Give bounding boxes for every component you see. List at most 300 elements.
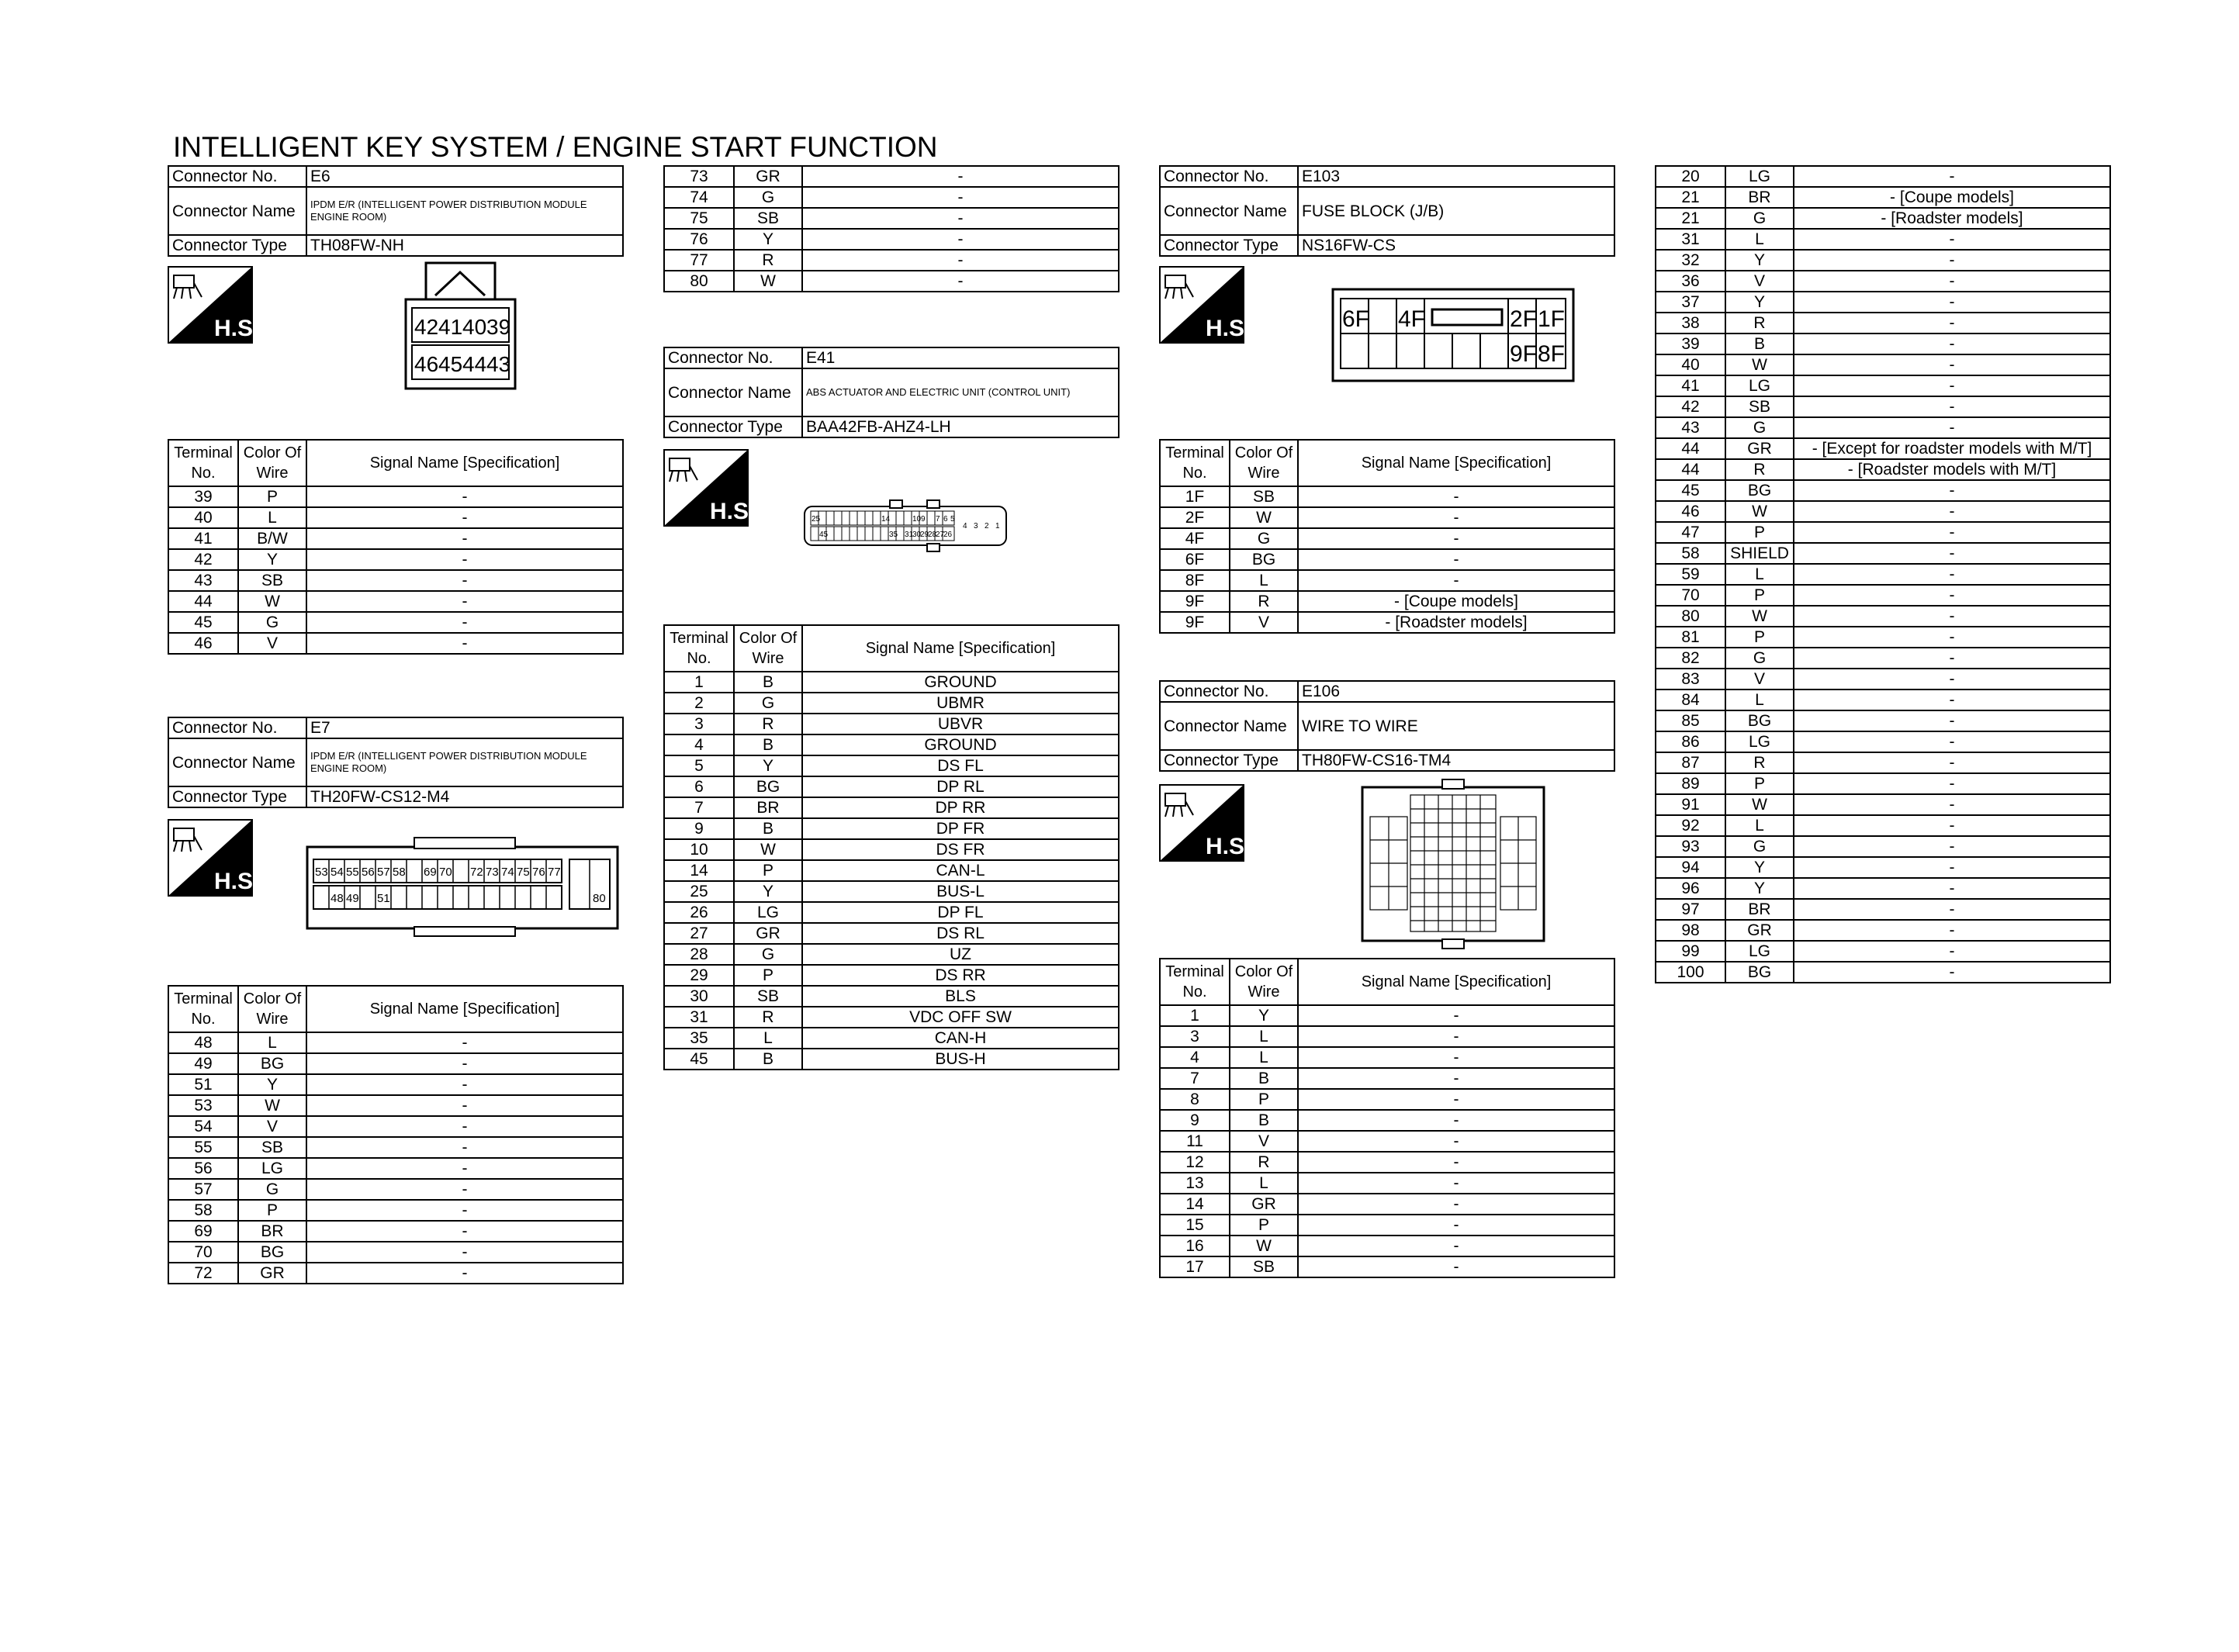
table-row bbox=[664, 271, 1119, 292]
signal-name-cell: - [Roadster models] bbox=[1298, 612, 1614, 633]
wire-color-cell: R bbox=[1725, 752, 1794, 773]
signal-name-cell: DP FR bbox=[802, 818, 1119, 839]
terminal-no-cell: 28 bbox=[664, 944, 734, 965]
terminal-no-cell: 69 bbox=[168, 1221, 238, 1242]
wire-color-cell: W bbox=[1725, 354, 1794, 375]
wire-color-cell: GR bbox=[1725, 920, 1794, 941]
table-row bbox=[168, 1074, 623, 1095]
pin-label: 4 bbox=[963, 522, 967, 531]
signal-name-cell: - bbox=[1298, 1256, 1614, 1277]
pin-label: 29 bbox=[920, 531, 929, 539]
wire-color-cell: LG bbox=[734, 902, 802, 923]
terminal-no-cell: 43 bbox=[168, 570, 238, 591]
connector-info-e6 bbox=[168, 165, 624, 257]
wire-color-cell: L bbox=[1725, 689, 1794, 710]
table-row bbox=[1656, 375, 2110, 396]
wire-color-cell: BG bbox=[1725, 962, 1794, 983]
wire-color-cell: Y bbox=[1725, 857, 1794, 878]
pin-label: 39 bbox=[486, 315, 511, 339]
connector-type-label: Connector Type bbox=[1160, 235, 1298, 256]
signal-name-cell: - bbox=[1794, 292, 2110, 313]
table-row bbox=[664, 714, 1119, 734]
table-row bbox=[168, 486, 623, 507]
pin-label: 45 bbox=[438, 352, 463, 376]
terminal-no-cell: 75 bbox=[664, 208, 734, 229]
table-row bbox=[1160, 1236, 1614, 1256]
wire-color-cell: SHIELD bbox=[1725, 543, 1794, 564]
table-row bbox=[1656, 417, 2110, 438]
pin-label: 44 bbox=[462, 352, 487, 376]
table-row bbox=[1160, 1110, 1614, 1131]
wire-color-cell: BG bbox=[734, 776, 802, 797]
table-row bbox=[664, 923, 1119, 944]
terminal-no-cell: 1 bbox=[664, 672, 734, 693]
connector-name-value: FUSE BLOCK (J/B) bbox=[1298, 187, 1614, 235]
signal-name-cell: - [Except for roadster models with M/T] bbox=[1794, 438, 2110, 459]
terminal-no-cell: 1 bbox=[1160, 1005, 1230, 1026]
signal-name-cell: - bbox=[1794, 375, 2110, 396]
terminal-no-cell: 48 bbox=[168, 1032, 238, 1053]
terminal-no-cell: 58 bbox=[168, 1200, 238, 1221]
terminal-no-cell: 2F bbox=[1160, 507, 1230, 528]
signal-name-cell: - bbox=[306, 528, 623, 549]
connector-no-value: E103 bbox=[1298, 166, 1614, 187]
table-row bbox=[1160, 528, 1614, 549]
wire-color-cell: Y bbox=[238, 549, 306, 570]
wire-color-cell: B bbox=[1230, 1110, 1298, 1131]
terminal-no-cell: 84 bbox=[1656, 689, 1725, 710]
terminal-no-cell: 40 bbox=[168, 507, 238, 528]
signal-name-cell: - bbox=[306, 633, 623, 654]
signal-name-cell: GROUND bbox=[802, 734, 1119, 755]
terminal-no-cell: 83 bbox=[1656, 669, 1725, 689]
connector-info-e41 bbox=[663, 347, 1120, 438]
connector-name-value: IPDM E/R (INTELLIGENT POWER DISTRIBUTION MODULE ENGINE ROOM) bbox=[306, 187, 623, 235]
table-row bbox=[664, 755, 1119, 776]
terminal-no-cell: 4 bbox=[664, 734, 734, 755]
terminal-no-cell: 43 bbox=[1656, 417, 1725, 438]
signal-name-cell: - bbox=[1794, 627, 2110, 648]
wire-color-cell: LG bbox=[238, 1158, 306, 1179]
terminal-no-cell: 37 bbox=[1656, 292, 1725, 313]
pin-label: 5 bbox=[950, 515, 955, 524]
wire-color-cell: BR bbox=[238, 1221, 306, 1242]
terminal-no-cell: 14 bbox=[664, 860, 734, 881]
wire-color-cell: L bbox=[1230, 1026, 1298, 1047]
table-row bbox=[1656, 857, 2110, 878]
wire-color-cell: G bbox=[1725, 417, 1794, 438]
signal-name-cell: - [Coupe models] bbox=[1298, 591, 1614, 612]
terminal-no-cell: 17 bbox=[1160, 1256, 1230, 1277]
terminal-no-cell: 87 bbox=[1656, 752, 1725, 773]
terminal-no-cell: 100 bbox=[1656, 962, 1725, 983]
table-row bbox=[1160, 1215, 1614, 1236]
pin-label: 46 bbox=[414, 352, 439, 376]
wire-color-cell: SB bbox=[238, 1137, 306, 1158]
wire-color-cell: W bbox=[734, 271, 802, 292]
wire-color-cell: W bbox=[734, 839, 802, 860]
wire-color-cell: Y bbox=[734, 229, 802, 250]
terminal-no-cell: 27 bbox=[664, 923, 734, 944]
wire-color-cell: V bbox=[238, 1116, 306, 1137]
table-row bbox=[1656, 438, 2110, 459]
connector-no-value: E6 bbox=[306, 166, 623, 187]
connector-diagram-e103 bbox=[1159, 257, 1615, 439]
signal-name-cell: - bbox=[306, 1137, 623, 1158]
table-row bbox=[168, 612, 623, 633]
connector-type-value: TH80FW-CS16-TM4 bbox=[1298, 750, 1614, 771]
connector-no-label: Connector No. bbox=[664, 347, 802, 368]
table-row bbox=[664, 818, 1119, 839]
terminal-no-cell: 31 bbox=[1656, 229, 1725, 250]
signal-name-cell: - bbox=[1298, 507, 1614, 528]
page-title: INTELLIGENT KEY SYSTEM / ENGINE START FUNCTION bbox=[173, 131, 938, 163]
signal-header: Signal Name [Specification] bbox=[306, 440, 623, 486]
wire-color-cell: GR bbox=[734, 923, 802, 944]
pin-label: 4F bbox=[1398, 306, 1426, 332]
signal-name-cell: UBVR bbox=[802, 714, 1119, 734]
signal-name-cell: - bbox=[1298, 1110, 1614, 1131]
terminal-no-cell: 56 bbox=[168, 1158, 238, 1179]
signal-name-cell: DP RR bbox=[802, 797, 1119, 818]
wire-color-cell: Y bbox=[1725, 250, 1794, 271]
wire-color-cell: R bbox=[734, 1007, 802, 1028]
wire-color-cell: SB bbox=[238, 570, 306, 591]
signal-name-cell: - bbox=[1298, 1173, 1614, 1194]
signal-name-cell: - bbox=[306, 1095, 623, 1116]
table-row bbox=[1160, 1026, 1614, 1047]
wire-color-cell: V bbox=[1725, 271, 1794, 292]
terminal-no-cell: 54 bbox=[168, 1116, 238, 1137]
wire-color-cell: G bbox=[1230, 528, 1298, 549]
wire-color-cell: BG bbox=[1230, 549, 1298, 570]
e106-connector-face bbox=[1361, 778, 1547, 950]
table-row bbox=[664, 881, 1119, 902]
wire-color-cell: BG bbox=[1725, 710, 1794, 731]
hs-icon bbox=[1159, 266, 1251, 344]
table-row bbox=[1656, 899, 2110, 920]
pin-label: 3 bbox=[974, 522, 978, 531]
hs-icon bbox=[1159, 784, 1251, 862]
pin-label: 53 bbox=[315, 866, 328, 879]
wire-color-cell: R bbox=[1230, 591, 1298, 612]
terminal-no-cell: 1F bbox=[1160, 486, 1230, 507]
connector-name-label: Connector Name bbox=[168, 187, 306, 235]
wire-color-cell: G bbox=[238, 1179, 306, 1200]
wire-color-cell: W bbox=[1725, 501, 1794, 522]
signal-name-cell: DS FR bbox=[802, 839, 1119, 860]
connector-name-value: ABS ACTUATOR AND ELECTRIC UNIT (CONTROL UNIT) bbox=[802, 368, 1119, 416]
terminal-no-cell: 77 bbox=[664, 250, 734, 271]
signal-name-cell: DS RR bbox=[802, 965, 1119, 986]
signal-name-cell: - bbox=[306, 1200, 623, 1221]
wire-color-cell: LG bbox=[1725, 941, 1794, 962]
terminal-no-cell: 82 bbox=[1656, 648, 1725, 669]
signal-name-cell: - bbox=[1794, 752, 2110, 773]
wire-color-cell: GR bbox=[1725, 438, 1794, 459]
table-row bbox=[168, 1263, 623, 1284]
terminal-no-cell: 41 bbox=[168, 528, 238, 549]
terminal-no-cell: 5 bbox=[664, 755, 734, 776]
signal-name-cell: - [Roadster models with M/T] bbox=[1794, 459, 2110, 480]
table-row bbox=[1656, 669, 2110, 689]
signal-name-cell: - bbox=[1794, 731, 2110, 752]
signal-name-cell: - bbox=[306, 486, 623, 507]
terminal-no-cell: 30 bbox=[664, 986, 734, 1007]
pin-label: 9 bbox=[921, 515, 926, 524]
signal-name-cell: - bbox=[1794, 878, 2110, 899]
table-row bbox=[168, 1095, 623, 1116]
signal-name-cell: - bbox=[1794, 354, 2110, 375]
table-row bbox=[1656, 501, 2110, 522]
terminal-no-header: Terminal No. bbox=[664, 625, 734, 672]
terminal-no-cell: 42 bbox=[1656, 396, 1725, 417]
terminal-no-cell: 13 bbox=[1160, 1173, 1230, 1194]
terminal-no-cell: 46 bbox=[168, 633, 238, 654]
table-row bbox=[168, 1137, 623, 1158]
signal-name-cell: - bbox=[1794, 794, 2110, 815]
terminal-no-cell: 10 bbox=[664, 839, 734, 860]
hs-icon bbox=[168, 266, 260, 344]
table-row bbox=[1656, 208, 2110, 229]
connector-name-value: WIRE TO WIRE bbox=[1298, 702, 1614, 750]
wire-color-cell: SB bbox=[1230, 1256, 1298, 1277]
table-row bbox=[1656, 731, 2110, 752]
terminal-no-cell: 35 bbox=[664, 1028, 734, 1049]
terminal-no-cell: 70 bbox=[168, 1242, 238, 1263]
connector-type-value: NS16FW-CS bbox=[1298, 235, 1614, 256]
table-row bbox=[1656, 166, 2110, 187]
wire-color-cell: G bbox=[238, 612, 306, 633]
signal-name-cell: - [Roadster models] bbox=[1794, 208, 2110, 229]
signal-name-cell: - bbox=[1298, 1005, 1614, 1026]
pin-label: 51 bbox=[377, 892, 390, 905]
table-row bbox=[1656, 920, 2110, 941]
signal-name-cell: - bbox=[306, 1242, 623, 1263]
pin-label: 69 bbox=[424, 866, 437, 879]
signal-name-cell: - bbox=[1794, 920, 2110, 941]
terminal-no-cell: 8F bbox=[1160, 570, 1230, 591]
connector-no-label: Connector No. bbox=[168, 717, 306, 738]
table-row bbox=[1656, 229, 2110, 250]
signal-name-cell: - bbox=[1298, 1068, 1614, 1089]
terminal-no-cell: 96 bbox=[1656, 878, 1725, 899]
signal-name-cell: - bbox=[1794, 396, 2110, 417]
signal-name-cell: - bbox=[1794, 815, 2110, 836]
wire-color-cell: L bbox=[1725, 815, 1794, 836]
table-row bbox=[1160, 1068, 1614, 1089]
wire-color-cell: B bbox=[734, 672, 802, 693]
signal-name-cell: - bbox=[1298, 570, 1614, 591]
wire-color-cell: BG bbox=[238, 1242, 306, 1263]
connector-no-value: E41 bbox=[802, 347, 1119, 368]
terminal-no-cell: 46 bbox=[1656, 501, 1725, 522]
connector-type-label: Connector Type bbox=[664, 416, 802, 437]
terminal-no-cell: 4 bbox=[1160, 1047, 1230, 1068]
wire-color-cell: W bbox=[1230, 507, 1298, 528]
pin-label: 26 bbox=[943, 531, 953, 539]
terminal-no-header: Terminal No. bbox=[1160, 959, 1230, 1005]
terminal-no-cell: 73 bbox=[664, 166, 734, 187]
wire-color-cell: L bbox=[1230, 570, 1298, 591]
wire-color-cell: R bbox=[734, 714, 802, 734]
terminal-no-cell: 9F bbox=[1160, 591, 1230, 612]
table-row bbox=[1656, 187, 2110, 208]
signal-name-cell: BUS-L bbox=[802, 881, 1119, 902]
pin-label: 9F bbox=[1510, 341, 1538, 367]
signal-header: Signal Name [Specification] bbox=[306, 986, 623, 1032]
pin-label: 40 bbox=[462, 315, 487, 339]
terminal-no-cell: 47 bbox=[1656, 522, 1725, 543]
signal-name-cell: UZ bbox=[802, 944, 1119, 965]
table-row bbox=[664, 1007, 1119, 1028]
wire-color-cell: W bbox=[238, 591, 306, 612]
table-row bbox=[1160, 612, 1614, 633]
signal-name-cell: DS RL bbox=[802, 923, 1119, 944]
terminal-no-cell: 39 bbox=[168, 486, 238, 507]
wire-color-cell: B bbox=[1230, 1068, 1298, 1089]
signal-name-cell: - bbox=[1794, 334, 2110, 354]
table-row bbox=[664, 797, 1119, 818]
terminal-no-cell: 12 bbox=[1160, 1152, 1230, 1173]
table-row bbox=[1656, 292, 2110, 313]
wire-color-cell: BR bbox=[734, 797, 802, 818]
pin-label: 10 bbox=[912, 515, 922, 524]
signal-name-cell: - bbox=[306, 570, 623, 591]
signal-name-cell: - bbox=[1794, 689, 2110, 710]
table-row bbox=[1656, 522, 2110, 543]
table-row bbox=[1656, 878, 2110, 899]
terminal-no-cell: 41 bbox=[1656, 375, 1725, 396]
table-row bbox=[168, 633, 623, 654]
wire-color-cell: L bbox=[1230, 1173, 1298, 1194]
wire-color-cell: G bbox=[1725, 648, 1794, 669]
terminal-no-cell: 80 bbox=[664, 271, 734, 292]
hs-label: H.S. bbox=[214, 316, 260, 341]
pin-label: 14 bbox=[881, 515, 891, 524]
terminal-no-cell: 89 bbox=[1656, 773, 1725, 794]
wire-color-cell: V bbox=[1230, 612, 1298, 633]
terminal-no-cell: 70 bbox=[1656, 585, 1725, 606]
terminal-no-cell: 85 bbox=[1656, 710, 1725, 731]
wire-color-cell: BG bbox=[1725, 480, 1794, 501]
table-row bbox=[1160, 1089, 1614, 1110]
pin-label: 54 bbox=[330, 866, 344, 879]
pin-label: 72 bbox=[470, 866, 483, 879]
pin-label: 70 bbox=[439, 866, 452, 879]
terminal-no-cell: 21 bbox=[1656, 187, 1725, 208]
hs-label: H.S. bbox=[1206, 316, 1251, 341]
signal-name-cell: - bbox=[1794, 773, 2110, 794]
wire-color-cell: L bbox=[238, 507, 306, 528]
wire-color-cell: SB bbox=[734, 986, 802, 1007]
connector-type-value: TH08FW-NH bbox=[306, 235, 623, 256]
signal-name-cell: - bbox=[1298, 1236, 1614, 1256]
wire-color-cell: P bbox=[238, 1200, 306, 1221]
table-row bbox=[1656, 564, 2110, 585]
table-row bbox=[168, 1032, 623, 1053]
table-row bbox=[664, 187, 1119, 208]
wire-color-cell: G bbox=[734, 693, 802, 714]
table-row bbox=[1656, 585, 2110, 606]
terminal-no-cell: 92 bbox=[1656, 815, 1725, 836]
table-row bbox=[1656, 334, 2110, 354]
signal-name-cell: - bbox=[1298, 1152, 1614, 1173]
signal-name-cell: - bbox=[1794, 941, 2110, 962]
table-row bbox=[168, 1053, 623, 1074]
terminal-no-cell: 42 bbox=[168, 549, 238, 570]
wire-color-cell: Y bbox=[1725, 292, 1794, 313]
terminal-no-cell: 16 bbox=[1160, 1236, 1230, 1256]
wire-color-cell: LG bbox=[1725, 375, 1794, 396]
pin-label: 80 bbox=[593, 892, 606, 905]
table-row bbox=[664, 986, 1119, 1007]
terminal-no-cell: 98 bbox=[1656, 920, 1725, 941]
terminal-no-cell: 59 bbox=[1656, 564, 1725, 585]
connector-no-label: Connector No. bbox=[1160, 681, 1298, 702]
wire-color-cell: GR bbox=[734, 166, 802, 187]
table-row bbox=[1160, 1173, 1614, 1194]
terminal-no-cell: 14 bbox=[1160, 1194, 1230, 1215]
wire-color-cell: W bbox=[1725, 794, 1794, 815]
table-row bbox=[664, 839, 1119, 860]
wire-color-cell: G bbox=[734, 944, 802, 965]
wire-color-cell: V bbox=[238, 633, 306, 654]
terminal-table-e41 bbox=[663, 624, 1120, 1070]
signal-header: Signal Name [Specification] bbox=[1298, 440, 1614, 486]
terminal-no-cell: 99 bbox=[1656, 941, 1725, 962]
terminal-no-cell: 9F bbox=[1160, 612, 1230, 633]
table-row bbox=[1160, 1194, 1614, 1215]
terminal-no-cell: 9 bbox=[1160, 1110, 1230, 1131]
signal-name-cell: - bbox=[306, 1032, 623, 1053]
signal-name-cell: - bbox=[306, 1116, 623, 1137]
terminal-no-cell: 39 bbox=[1656, 334, 1725, 354]
wire-color-cell: Y bbox=[734, 881, 802, 902]
connector-name-label: Connector Name bbox=[1160, 187, 1298, 235]
signal-name-cell: - bbox=[802, 166, 1119, 187]
signal-name-cell: - bbox=[1298, 528, 1614, 549]
wire-color-cell: LG bbox=[1725, 166, 1794, 187]
pin-label: 42 bbox=[414, 315, 439, 339]
wire-color-cell: P bbox=[238, 486, 306, 507]
wire-color-cell: V bbox=[1725, 669, 1794, 689]
table-row bbox=[168, 1116, 623, 1137]
signal-name-cell: - bbox=[1794, 522, 2110, 543]
e6-connector-face bbox=[404, 257, 517, 392]
terminal-no-cell: 9 bbox=[664, 818, 734, 839]
table-row bbox=[664, 1028, 1119, 1049]
table-row bbox=[168, 549, 623, 570]
connector-type-value: BAA42FB-AHZ4-LH bbox=[802, 416, 1119, 437]
column-2 bbox=[663, 165, 1120, 1070]
wire-color-cell: BG bbox=[238, 1053, 306, 1074]
wire-color-cell: Y bbox=[734, 755, 802, 776]
table-row bbox=[1656, 815, 2110, 836]
table-row bbox=[664, 734, 1119, 755]
table-row bbox=[1656, 627, 2110, 648]
wire-color-cell: G bbox=[734, 187, 802, 208]
signal-name-cell: - bbox=[1794, 962, 2110, 983]
wire-color-cell: L bbox=[1725, 564, 1794, 585]
table-row bbox=[664, 208, 1119, 229]
table-row bbox=[1160, 1152, 1614, 1173]
pin-label: 28 bbox=[928, 531, 937, 539]
terminal-no-cell: 32 bbox=[1656, 250, 1725, 271]
terminal-no-cell: 26 bbox=[664, 902, 734, 923]
terminal-no-cell: 91 bbox=[1656, 794, 1725, 815]
terminal-table-e106 bbox=[1159, 958, 1615, 1278]
